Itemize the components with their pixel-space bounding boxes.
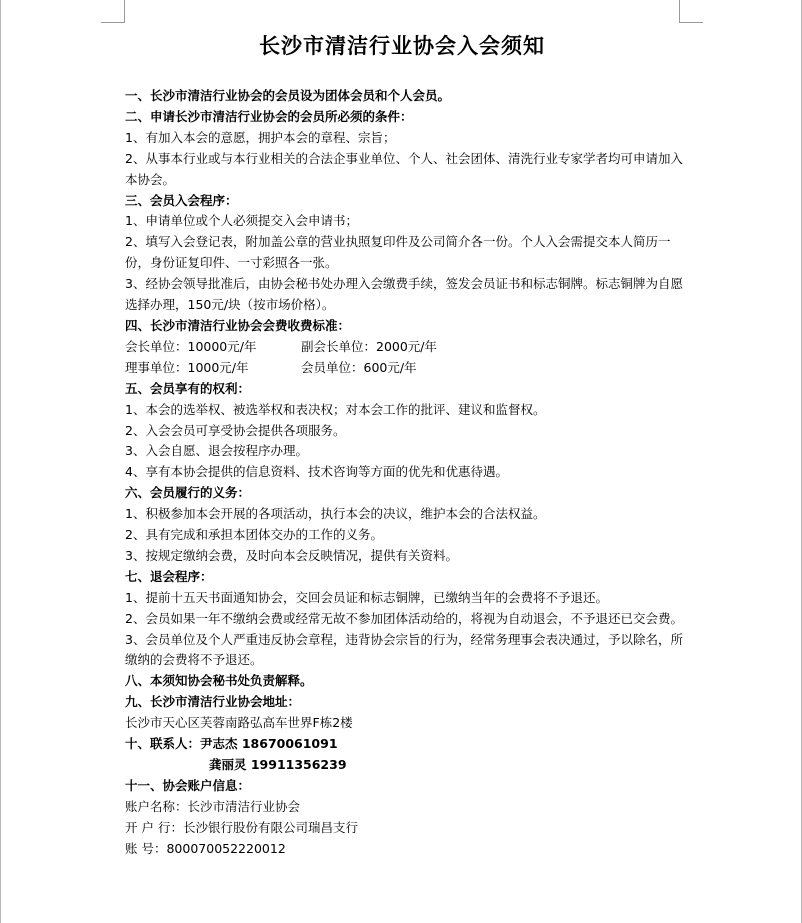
section-heading: 三、会员入会程序： [125,192,238,208]
section-heading: 二、申请长沙市清洁行业协会的会员所必须的条件： [125,108,413,124]
section-heading: 六、会员履行的义务： [125,485,251,501]
paragraph-line: 1、申请单位或个人必须提交入会申请书； [125,213,358,229]
paragraph-line: 1、本会的选举权、被选举权和表决权；对本会工作的批评、建议和监督权。 [125,401,546,417]
crop-mark-right-horizontal [679,22,703,23]
contact-person-2: 龚丽灵 19911356239 [209,757,347,772]
paragraph-line: 2、入会会员可享受协会提供各项服务。 [125,422,346,438]
fee-table [125,337,685,379]
paragraph-line: 开 户 行：长沙银行股份有限公司瑞昌支行 [125,819,358,835]
document-title: 长沙市清洁行业协会入会须知 [259,33,545,58]
paragraph-line: 2、填写入会登记表，附加盖公章的营业执照复印件及公司简介各一份。个人入会需提交本人简历一份，身份证复印件、一寸彩照各一张。 [125,234,671,271]
section-heading: 一、长沙市清洁行业协会的会员设为团体会员和个人会员。 [125,88,451,103]
paragraph-line: 3、按规定缴纳会费，及时向本会反映情况，提供有关资料。 [125,547,458,563]
fee-cell: 副会长单位：2000元/年 [301,338,438,354]
crop-mark-left-vertical [124,0,125,22]
paragraph-line: 账 号：800070052220012 [125,840,286,856]
crop-mark-right-vertical [679,0,680,22]
fee-row [125,337,685,358]
paragraph-line: 3、入会自愿、退会按程序办理。 [125,443,308,459]
fee-row [125,358,685,379]
section-block-1 [125,86,685,337]
paragraph-line: 4、享有本协会提供的信息资料、技术咨询等方面的优先和优惠待遇。 [125,464,508,480]
fee-cell: 理事单位：1000元/年 [125,359,249,375]
crop-mark-left-horizontal [101,22,125,23]
paragraph-line: 2、从事本行业或与本行业相关的合法企事业单位、个人、社会团体、清洗行业专家学者均可申请加入本协会。 [125,150,683,187]
section-block-2 [125,379,685,755]
section-heading: 五、会员享有的权利： [125,380,251,396]
paragraph-line: 3、经协会领导批准后，由协会秘书处办理入会缴费手续，签发会员证书和标志铜牌。标志铜牌为自愿选择办理，150元/块（按市场价格）。 [125,276,683,313]
section-block-3 [125,776,685,860]
section-heading: 四、长沙市清洁行业协会会费收费标准： [125,317,351,333]
paragraph-line: 账户名称：长沙市清洁行业协会 [125,798,301,814]
paragraph-line: 2、具有完成和承担本团体交办的工作的义务。 [125,527,383,543]
fee-cell: 会长单位：10000元/年 [125,338,257,354]
section-heading: 七、退会程序： [125,568,213,584]
section-heading: 十、联系人：尹志杰 18670061091 [125,736,338,752]
paragraph-line: 1、积极参加本会开展的各项活动，执行本会的决议，维护本会的合法权益。 [125,506,546,522]
section-heading: 九、长沙市清洁行业协会地址： [125,694,301,710]
paragraph-line: 1、有加入本会的意愿，拥护本会的章程、宗旨； [125,129,396,145]
section-heading: 十一、协会账户信息： [125,777,251,793]
paragraph-line: 3、会员单位及个人严重违反协会章程，违背协会宗旨的行为，经常务理事会表决通过，予以除名，所缴纳的会费将不予退还。 [125,631,683,668]
document-body [125,86,685,860]
paragraph-line: 1、提前十五天书面通知协会，交回会员证和标志铜牌，已缴纳当年的会费将不予退还。 [125,589,608,605]
section-heading: 八、本须知协会秘书处负责解释。 [125,673,313,689]
fee-cell: 会员单位：600元/年 [301,359,417,375]
paragraph-line: 2、会员如果一年不缴纳会费或经常无故不参加团体活动给的，将视为自动退会，不予退还已交会费。 [125,610,683,626]
paragraph-line: 长沙市天心区芙蓉南路弘高车世界F栋2楼 [125,715,353,731]
